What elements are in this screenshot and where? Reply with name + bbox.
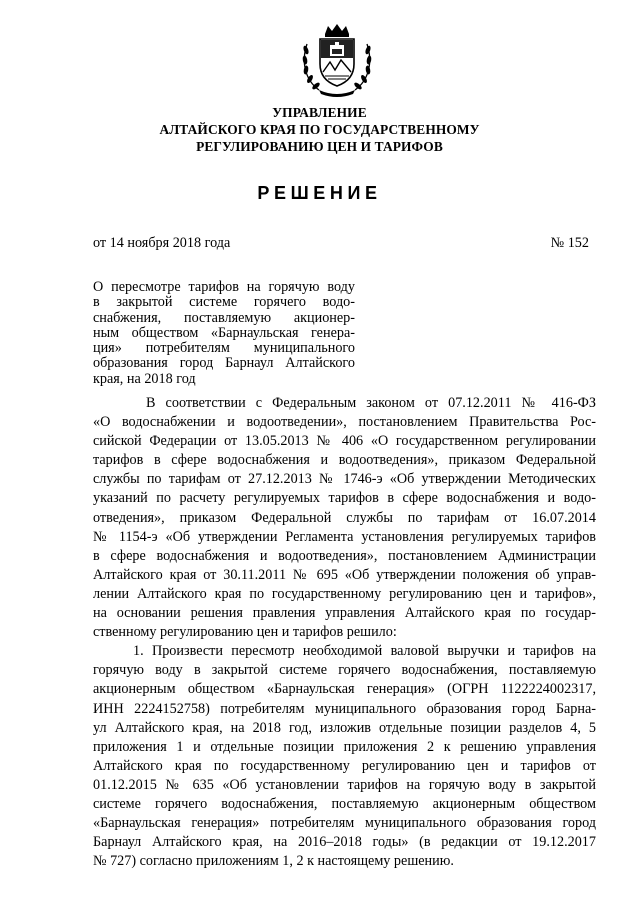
- altai-krai-coat-of-arms-icon: [297, 20, 377, 100]
- body-line: 1. Произвести пересмотр необходимой валовой выручки и тарифов на: [133, 643, 596, 660]
- body-line: акционерным обществом «Барнаульская генерация» (ОГРН 1122224002317,: [93, 681, 596, 698]
- subject-line: снабжения, поставляемую акционер-: [93, 309, 355, 326]
- body-line: Алтайского края от 30.11.2011 № 695 «Об утверждении положения об управ-: [93, 566, 596, 583]
- body-line: тарифов в сфере водоснабжения и водоотведения», приказом Федеральной: [93, 452, 596, 469]
- body-line: 01.12.2015 № 635 «Об установлении тарифов на горячую воду в закрытой: [93, 776, 596, 793]
- paragraph-preamble: [93, 394, 596, 642]
- org-line: АЛТАЙСКОГО КРАЯ ПО ГОСУДАРСТВЕННОМУ: [159, 122, 480, 137]
- body-line: № 727) согласно приложениям 1, 2 к настоящему решению.: [93, 853, 454, 870]
- body-line: службы по тарифам от 27.12.2013 № 1746-э «Об утверждении Методических: [93, 471, 596, 488]
- document-title: РЕШЕНИЕ: [257, 183, 382, 203]
- body-line: «О водоснабжении и водоотведении», постановлением Правительства Рос-: [93, 414, 596, 431]
- body-line: № 1154-э «Об утверждении Регламента установления регулируемых тарифов: [93, 528, 596, 545]
- subject-line: ным обществом «Барнаульская генера-: [93, 324, 355, 341]
- body-line: В соответствии с Федеральным законом от 07.12.2011 № 416-ФЗ: [146, 395, 596, 411]
- document-body: [93, 394, 596, 871]
- paragraph-item-1: [93, 642, 596, 871]
- document-date: от 14 ноября 2018 года: [93, 235, 231, 251]
- body-line: приложения 1 и отдельные позиции приложения 2 к решению управления: [93, 738, 596, 755]
- org-line: УПРАВЛЕНИЕ: [272, 105, 367, 120]
- body-line: сийской Федерации от 13.05.2013 № 406 «О государственном регулировании: [93, 433, 596, 450]
- body-line: горячую воду в закрытой системе горячего водоснабжения, поставляемую: [93, 662, 596, 679]
- document-number: № 152: [550, 235, 589, 251]
- subject-line: в закрытой системе горячего водо-: [93, 294, 355, 311]
- body-line: системе горячего водоснабжения, поставляемую акционерным обществом: [93, 795, 596, 812]
- body-line: в сфере водоснабжения и водоотведения», постановлением Администрации: [93, 547, 596, 564]
- subject-line: образования город Барнаул Алтайского: [93, 355, 355, 372]
- body-line: «Барнаульская генерация» потребителям муниципального образования город: [93, 815, 596, 832]
- organization-name: [0, 104, 639, 155]
- body-line: отведения», приказом Федеральной службы по тарифам от 16.07.2014: [93, 509, 596, 526]
- body-line: Барнаул Алтайского края, на 2016–2018 годы» (в редакции от 19.12.2017: [93, 834, 596, 851]
- body-line: на основании решения правления управления Алтайского края по государ-: [93, 605, 596, 622]
- subject-line: края, на 2018 год: [93, 370, 196, 387]
- body-line: ственному регулированию цен и тарифов решило:: [93, 624, 397, 641]
- body-line: лении Алтайского края по государственному регулированию цен и тарифов»,: [93, 585, 596, 602]
- subject-line: О пересмотре тарифов на горячую воду: [93, 279, 355, 295]
- document-subject: [93, 280, 355, 387]
- body-line: Алтайского края по государственному регулированию цен и тарифов от: [93, 757, 596, 774]
- subject-line: ция» потребителям муниципального: [93, 340, 355, 357]
- body-line: ул Алтайского края, на 2018 год, изложив отдельные позиции разделов 4, 5: [93, 719, 596, 736]
- body-line: указаний по расчету регулируемых тарифов в сфере водоснабжения и водо-: [93, 490, 596, 507]
- org-line: РЕГУЛИРОВАНИЮ ЦЕН И ТАРИФОВ: [196, 139, 443, 154]
- body-line: ИНН 2224152758) потребителям муниципального образования город Барна-: [93, 700, 596, 717]
